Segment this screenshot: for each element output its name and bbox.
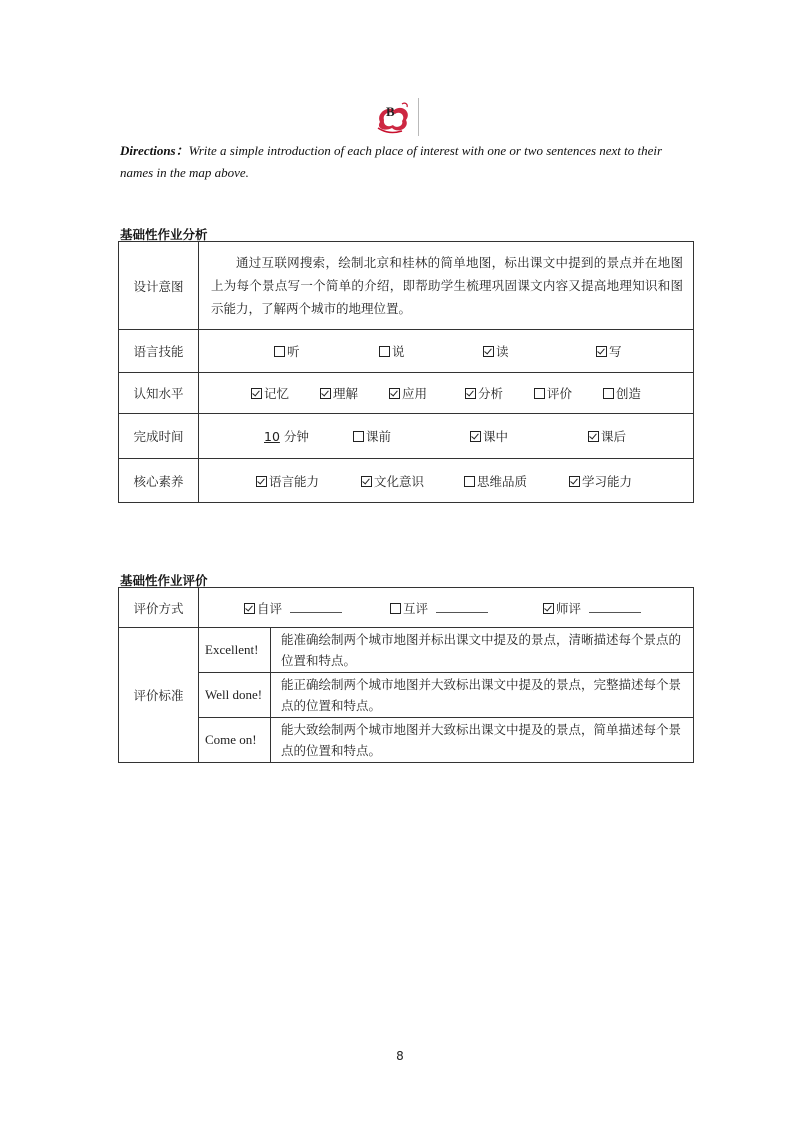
option-label: 互评 bbox=[403, 600, 429, 616]
checkbox-checked-icon bbox=[483, 346, 494, 357]
skills-cell bbox=[199, 330, 694, 373]
blank-line bbox=[589, 602, 641, 613]
option-label: 评价 bbox=[547, 386, 573, 401]
checkbox-checked-icon bbox=[588, 431, 599, 442]
option-label: 读 bbox=[496, 344, 509, 359]
intent-text: 通过互联网搜索，绘制北京和桂林的简单地图，标出课文中提到的景点并在地图上为每个景点写一个简单的介绍，即帮助学生梳理巩固课文内容又提高地理知识和图示能力，了解两个城市的地理位置。 bbox=[211, 255, 683, 316]
duration-unit: 分钟 bbox=[279, 429, 309, 444]
time-option-in-class[interactable] bbox=[470, 427, 508, 445]
cognition-option-evaluate[interactable] bbox=[534, 384, 572, 402]
time-option-before-class[interactable] bbox=[353, 427, 391, 445]
table-row bbox=[119, 242, 694, 330]
blank-line bbox=[290, 602, 342, 613]
criteria-description: 能大致绘制两个城市地图并大致标出课文中提及的景点，简单描述每个景点的位置和特点。 bbox=[271, 718, 694, 763]
header-logo bbox=[372, 98, 428, 136]
cognition-label: 认知水平 bbox=[119, 373, 199, 414]
option-label: 分析 bbox=[478, 386, 504, 401]
option-label: 应用 bbox=[402, 386, 428, 401]
option-label: 课前 bbox=[366, 429, 392, 444]
option-label: 听 bbox=[287, 344, 300, 359]
criteria-level: Excellent! bbox=[199, 628, 271, 673]
logo-letter: B bbox=[386, 104, 395, 119]
checkbox-icon bbox=[274, 346, 285, 357]
criteria-label: 评价标准 bbox=[119, 628, 199, 763]
criteria-level: Well done! bbox=[199, 673, 271, 718]
option-label: 理解 bbox=[333, 386, 359, 401]
cognition-option-understand[interactable] bbox=[320, 384, 358, 402]
duration-minutes: 10 bbox=[264, 429, 280, 444]
rose-logo-icon bbox=[372, 98, 418, 136]
option-label: 文化意识 bbox=[374, 473, 425, 489]
evaluation-table bbox=[118, 587, 694, 763]
table-row bbox=[119, 588, 694, 628]
literacy-label: 核心素养 bbox=[119, 459, 199, 503]
directions-text: Write a simple introduction of each place of interest with one or two sentences next to their names in the map above. bbox=[120, 143, 663, 180]
table-row bbox=[119, 373, 694, 414]
table-row bbox=[119, 718, 694, 763]
method-option-teacher[interactable] bbox=[543, 599, 641, 617]
skills-label: 语言技能 bbox=[119, 330, 199, 373]
option-label: 创造 bbox=[616, 386, 642, 401]
criteria-level: Come on! bbox=[199, 718, 271, 763]
checkbox-checked-icon bbox=[470, 431, 481, 442]
table-row bbox=[119, 673, 694, 718]
cognition-cell bbox=[199, 373, 694, 414]
checkbox-icon bbox=[603, 388, 614, 399]
time-label: 完成时间 bbox=[119, 414, 199, 459]
table-row bbox=[119, 459, 694, 503]
time-option-after-class[interactable] bbox=[588, 427, 626, 445]
method-option-peer[interactable] bbox=[390, 599, 488, 617]
option-label: 课中 bbox=[483, 429, 509, 444]
option-label: 语言能力 bbox=[269, 473, 320, 489]
time-cell bbox=[199, 414, 694, 459]
checkbox-checked-icon bbox=[320, 388, 331, 399]
checkbox-checked-icon bbox=[389, 388, 400, 399]
skill-option-read[interactable] bbox=[483, 342, 509, 360]
checkbox-checked-icon bbox=[569, 476, 580, 487]
option-label: 写 bbox=[609, 344, 622, 359]
cognition-option-create[interactable] bbox=[603, 384, 641, 402]
blank-line bbox=[436, 602, 488, 613]
checkbox-checked-icon bbox=[244, 603, 255, 614]
skill-option-write[interactable] bbox=[596, 342, 622, 360]
logo-divider bbox=[418, 98, 419, 136]
cognition-option-remember[interactable] bbox=[251, 384, 289, 402]
checkbox-icon bbox=[534, 388, 545, 399]
time-duration bbox=[264, 427, 309, 445]
literacy-option-thinking[interactable] bbox=[464, 472, 527, 490]
checkbox-checked-icon bbox=[596, 346, 607, 357]
page-number: 8 bbox=[396, 1049, 404, 1063]
skill-option-speak[interactable] bbox=[379, 342, 405, 360]
literacy-option-learning[interactable] bbox=[569, 472, 632, 490]
intent-cell bbox=[199, 242, 694, 330]
option-label: 学习能力 bbox=[582, 473, 633, 489]
skill-option-listen[interactable] bbox=[274, 342, 300, 360]
checkbox-checked-icon bbox=[251, 388, 262, 399]
checkbox-checked-icon bbox=[543, 603, 554, 614]
table-row bbox=[119, 414, 694, 459]
cognition-option-apply[interactable] bbox=[389, 384, 427, 402]
checkbox-icon bbox=[390, 603, 401, 614]
table-row bbox=[119, 628, 694, 673]
directions-label: Directions： bbox=[120, 143, 189, 158]
literacy-option-language[interactable] bbox=[256, 472, 319, 490]
checkbox-checked-icon bbox=[465, 388, 476, 399]
cognition-option-analyze[interactable] bbox=[465, 384, 503, 402]
criteria-description: 能准确绘制两个城市地图并标出课文中提及的景点，清晰描述每个景点的位置和特点。 bbox=[271, 628, 694, 673]
method-label: 评价方式 bbox=[119, 588, 199, 628]
checkbox-checked-icon bbox=[256, 476, 267, 487]
checkbox-icon bbox=[464, 476, 475, 487]
option-label: 师评 bbox=[556, 600, 582, 616]
literacy-cell bbox=[199, 459, 694, 503]
directions-paragraph bbox=[120, 140, 690, 184]
evaluation-title: 基础性作业评价 bbox=[120, 573, 208, 588]
method-cell bbox=[199, 588, 694, 628]
intent-label: 设计意图 bbox=[119, 242, 199, 330]
option-label: 记忆 bbox=[264, 386, 290, 401]
criteria-description: 能正确绘制两个城市地图并大致标出课文中提及的景点，完整描述每个景点的位置和特点。 bbox=[271, 673, 694, 718]
table-row bbox=[119, 330, 694, 373]
option-label: 自评 bbox=[257, 600, 283, 616]
checkbox-checked-icon bbox=[361, 476, 372, 487]
option-label: 课后 bbox=[601, 429, 627, 444]
literacy-option-culture[interactable] bbox=[361, 472, 424, 490]
checkbox-icon bbox=[353, 431, 364, 442]
analysis-table bbox=[118, 241, 694, 503]
option-label: 思维品质 bbox=[477, 473, 528, 489]
checkbox-icon bbox=[379, 346, 390, 357]
method-option-self[interactable] bbox=[244, 599, 342, 617]
option-label: 说 bbox=[392, 344, 405, 359]
analysis-title: 基础性作业分析 bbox=[120, 227, 208, 242]
